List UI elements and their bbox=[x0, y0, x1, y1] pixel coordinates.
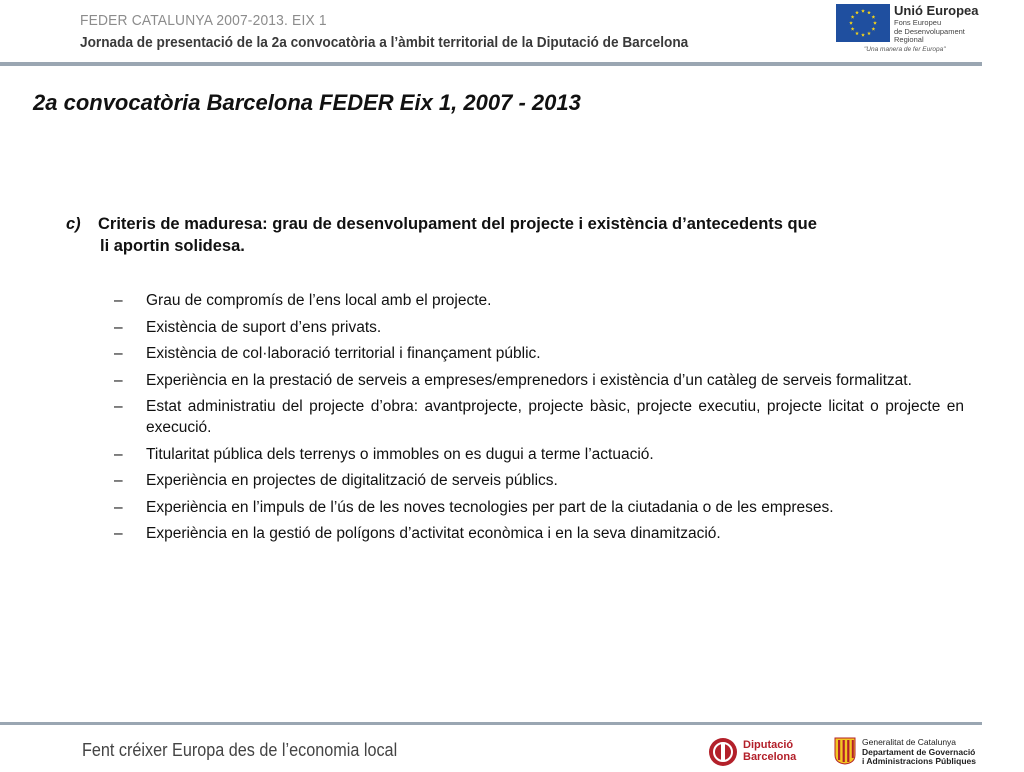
list-item bbox=[114, 444, 964, 465]
dash-bullet: – bbox=[114, 472, 123, 489]
dash-bullet: – bbox=[114, 318, 123, 336]
generalitat-name bbox=[862, 738, 976, 767]
criteria-heading bbox=[66, 213, 966, 257]
eu-fund-line: Fons Europeu bbox=[894, 18, 942, 27]
dash-bullet: – bbox=[114, 345, 123, 362]
generalitat-line: Generalitat de Catalunya bbox=[862, 737, 957, 747]
list-item-text: Experiència en la prestació de serveis a empreses/emprenedors i existència d’un catàleg de serveis formalitzat. bbox=[146, 371, 912, 389]
diputacio-name bbox=[743, 739, 796, 763]
footer-divider bbox=[0, 722, 982, 725]
dash-bullet: – bbox=[114, 398, 123, 415]
event-title: Jornada de presentació de la 2a convocatòria a l’àmbit territorial de la Diputació de Barcelona bbox=[80, 35, 689, 51]
diputacio-line: Barcelona bbox=[743, 751, 797, 763]
list-item-text: Experiència en l’impuls de l’ús de les noves tecnologies per part de la ciutadania o de les empreses. bbox=[146, 498, 834, 516]
diputacio-line: Diputació bbox=[743, 739, 794, 751]
dash-bullet: – bbox=[114, 498, 123, 516]
program-title: FEDER CATALUNYA 2007-2013. EIX 1 bbox=[80, 12, 327, 29]
eu-fund-line: de Desenvolupament bbox=[894, 26, 965, 36]
generalitat-logo-icon bbox=[834, 737, 856, 765]
generalitat-line: Departament de Governació bbox=[862, 746, 976, 757]
generalitat-line: i Administracions Públiques bbox=[862, 756, 976, 766]
header-divider bbox=[0, 62, 982, 66]
list-item-text: Estat administratiu del projecte d’obra: avantprojecte, projecte bàsic, projecte executiu, projecte licitat o projecte en execució. bbox=[146, 398, 964, 436]
diputacio-logo-icon bbox=[708, 737, 738, 767]
list-item bbox=[114, 290, 964, 311]
eu-motto: "Una manera de fer Europa" bbox=[864, 46, 946, 53]
list-item-text: Existència de col·laboració territorial i finançament públic. bbox=[146, 345, 541, 362]
criteria-heading-line1: Criteris de maduresa: grau de desenvolupament del projecte i existència d’antecedents que bbox=[98, 215, 817, 233]
eu-fund-name bbox=[894, 19, 984, 45]
list-item bbox=[114, 370, 964, 391]
dash-bullet: – bbox=[114, 445, 123, 463]
criteria-list bbox=[114, 290, 964, 550]
dash-bullet: – bbox=[114, 292, 123, 309]
list-item-text: Existència de suport d’ens privats. bbox=[146, 318, 382, 336]
eu-title: Unió Europea bbox=[894, 3, 979, 18]
eu-fund-line: Regional bbox=[894, 35, 924, 44]
list-item bbox=[114, 497, 964, 518]
dash-bullet: – bbox=[114, 371, 123, 389]
list-item-text: Experiència en projectes de digitalització de serveis públics. bbox=[146, 472, 558, 489]
dash-bullet: – bbox=[114, 525, 123, 542]
list-item bbox=[114, 470, 964, 491]
footer-slogan: Fent créixer Europa des de l’economia local bbox=[82, 740, 398, 760]
list-item-text: Grau de compromís de l’ens local amb el projecte. bbox=[146, 292, 492, 309]
criteria-heading-line2: li aportin solidesa. bbox=[100, 237, 245, 255]
list-item bbox=[114, 396, 964, 438]
list-item bbox=[114, 343, 964, 364]
list-item bbox=[114, 523, 964, 544]
list-item bbox=[114, 317, 964, 338]
list-item-text: Titularitat pública dels terrenys o immobles on es dugui a terme l’actuació. bbox=[146, 445, 654, 463]
criteria-marker: c) bbox=[66, 215, 81, 233]
list-item-text: Experiència en la gestió de polígons d’activitat econòmica i en la seva dinamització. bbox=[146, 525, 721, 542]
eu-flag-icon bbox=[836, 4, 890, 42]
slide-title: 2a convocatòria Barcelona FEDER Eix 1, 2007 - 2013 bbox=[33, 90, 581, 115]
